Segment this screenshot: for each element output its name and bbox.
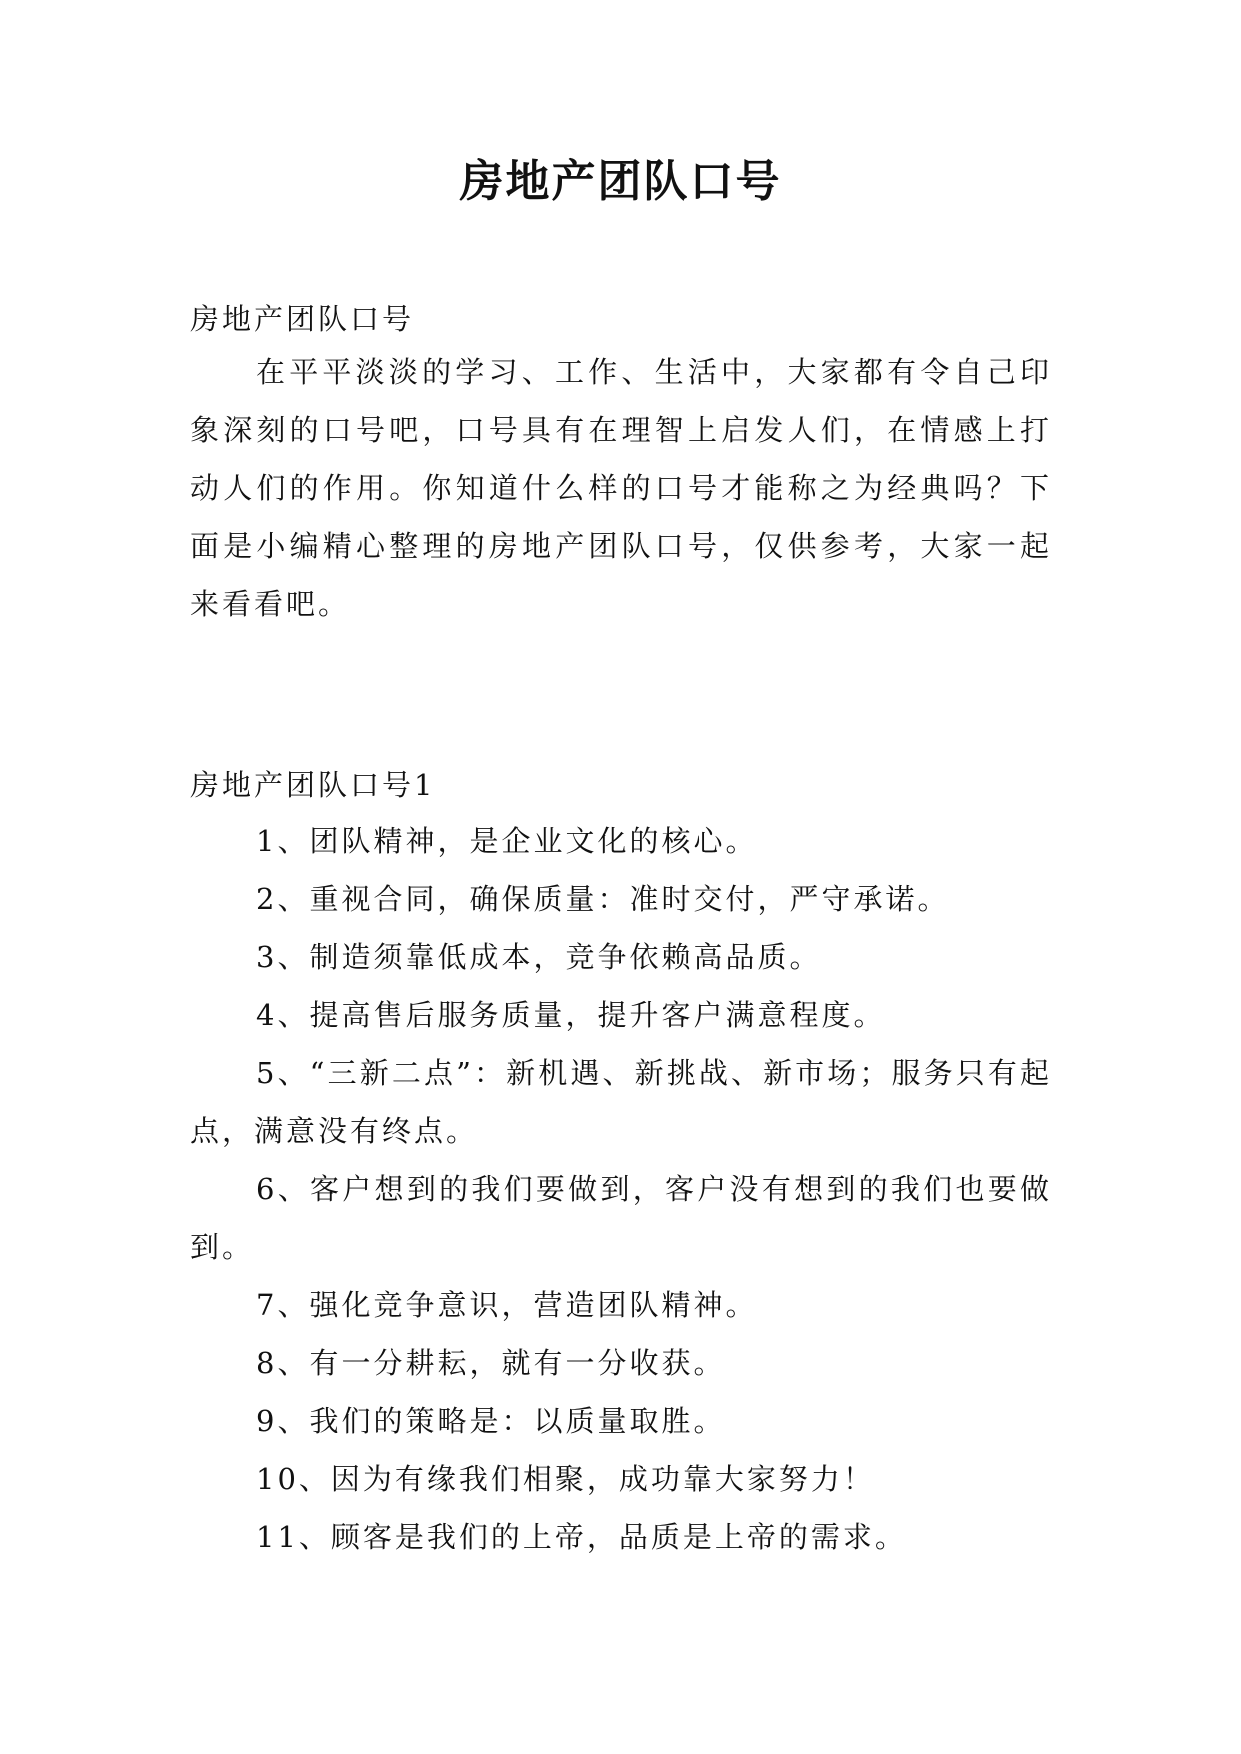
slogan-item: 4、提高售后服务质量，提升客户满意程度。 xyxy=(256,998,886,1032)
slogan-item: 5、“三新二点”：新机遇、新挑战、新市场；服务只有起点，满意没有终点。 xyxy=(190,1056,1052,1148)
document-title: 房地产团队口号 xyxy=(459,156,782,207)
slogan-item: 9、我们的策略是：以质量取胜。 xyxy=(256,1404,726,1438)
intro-paragraph: 在平平淡淡的学习、工作、生活中，大家都有令自己印象深刻的口号吧，口号具有在理智上启发人们，在情感上打动人们的作用。你知道什么样的口号才能称之为经典吗？下面是小编精心整理的房地产团队口号，仅供参考，大家一起来看看吧。 xyxy=(190,355,1052,621)
slogan-list xyxy=(190,812,1052,1566)
section-heading: 房地产团队口号1 xyxy=(190,768,436,802)
slogan-item: 1、团队精神，是企业文化的核心。 xyxy=(256,824,758,858)
slogan-item: 11、顾客是我们的上帝，品质是上帝的需求。 xyxy=(256,1520,907,1554)
slogan-item: 3、制造须靠低成本，竞争依赖高品质。 xyxy=(256,940,822,974)
intro-heading: 房地产团队口号 xyxy=(190,302,415,336)
slogan-item: 10、因为有缘我们相聚，成功靠大家努力！ xyxy=(256,1462,875,1496)
slogan-item: 7、强化竞争意识，营造团队精神。 xyxy=(256,1288,758,1322)
slogan-item: 8、有一分耕耘，就有一分收获。 xyxy=(256,1346,726,1380)
slogan-item: 2、重视合同，确保质量：准时交付，严守承诺。 xyxy=(256,882,950,916)
slogan-item: 6、客户想到的我们要做到，客户没有想到的我们也要做到。 xyxy=(190,1172,1052,1264)
